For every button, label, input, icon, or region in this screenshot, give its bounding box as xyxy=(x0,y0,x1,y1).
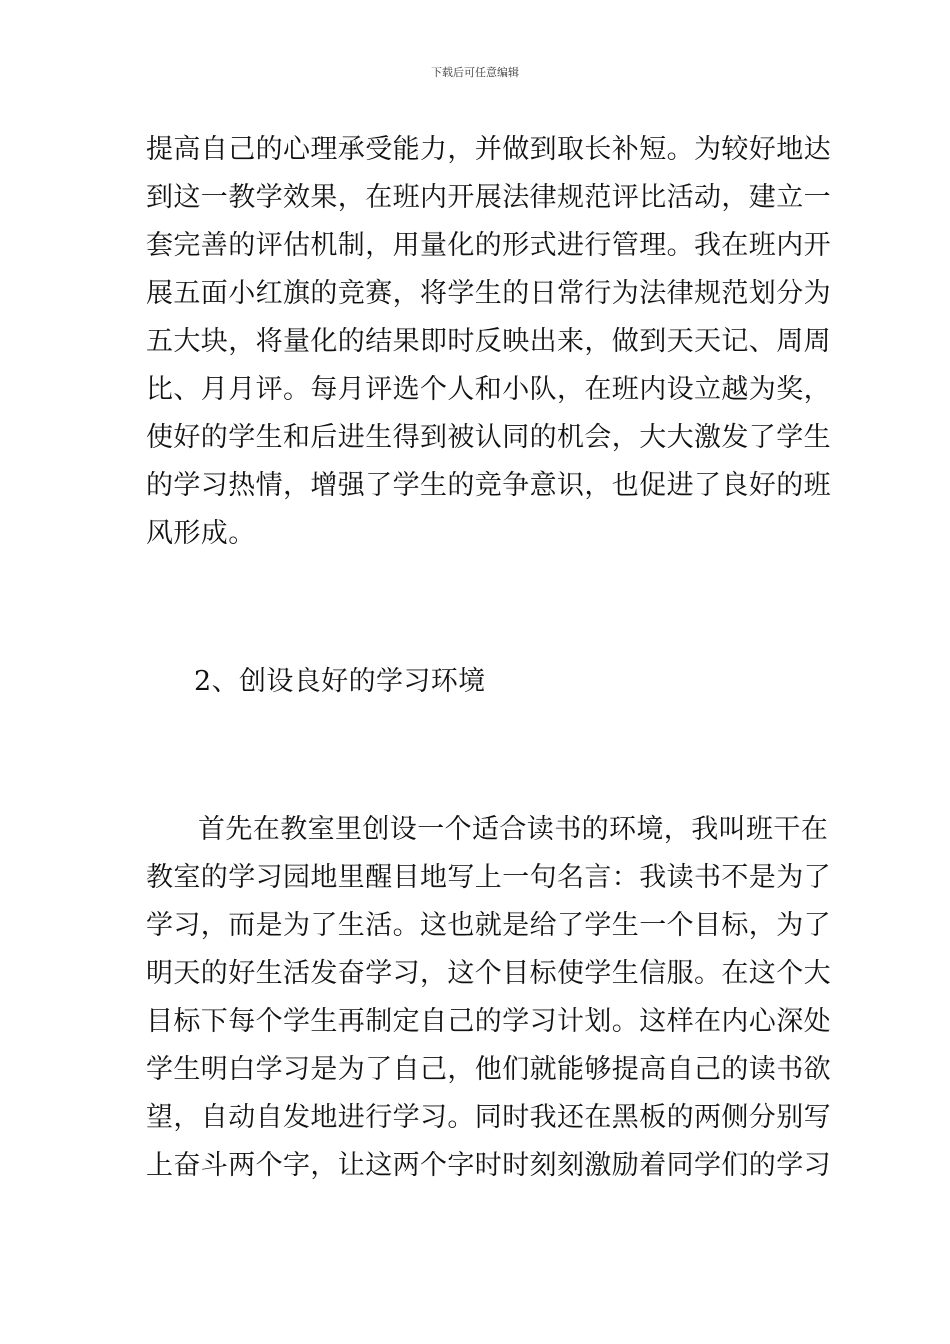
paragraph-line: 比、月月评。每月评选个人和小队，在班内设立越为奖， xyxy=(146,374,831,405)
paragraph-line: 明天的好生活发奋学习，这个目标使学生信服。在这个大 xyxy=(146,958,831,989)
paragraph-line: 提高自己的心理承受能力，并做到取长补短。为较好地达 xyxy=(146,134,831,165)
paragraph-line: 五大块，将量化的结果即时反映出来，做到天天记、周周 xyxy=(146,326,831,357)
paragraph-line: 上奋斗两个字，让这两个字时时刻刻激励着同学们的学习 xyxy=(146,1150,831,1181)
paragraph-line: 目标下每个学生再制定自己的学习计划。这样在内心深处 xyxy=(146,1006,831,1037)
paragraph-line: 到这一教学效果，在班内开展法律规范评比活动，建立一 xyxy=(146,182,831,213)
paragraph-line: 首先在教室里创设一个适合读书的环境，我叫班干在 xyxy=(198,814,829,845)
paragraph-line: 教室的学习园地里醒目地写上一句名言：我读书不是为了 xyxy=(146,862,831,893)
paragraph-line: 套完善的评估机制，用量化的形式进行管理。我在班内开 xyxy=(146,230,831,261)
paragraph-line: 学生明白学习是为了自己，他们就能够提高自己的读书欲 xyxy=(146,1054,831,1085)
paragraph-line: 望，自动自发地进行学习。同时我还在黑板的两侧分别写 xyxy=(146,1102,831,1133)
paragraph-line: 风形成。 xyxy=(146,518,256,549)
paragraph-line: 展五面小红旗的竞赛，将学生的日常行为法律规范划分为 xyxy=(146,278,831,309)
paragraph-line: 学习，而是为了生活。这也就是给了学生一个目标，为了 xyxy=(146,910,831,941)
paragraph-line: 使好的学生和后进生得到被认同的机会，大大激发了学生 xyxy=(146,422,831,453)
section-heading: 2、创设良好的学习环境 xyxy=(194,666,486,697)
page-header-note: 下载后可任意编辑 xyxy=(431,66,519,79)
paragraph-line: 的学习热情，增强了学生的竞争意识，也促进了良好的班 xyxy=(146,470,831,501)
